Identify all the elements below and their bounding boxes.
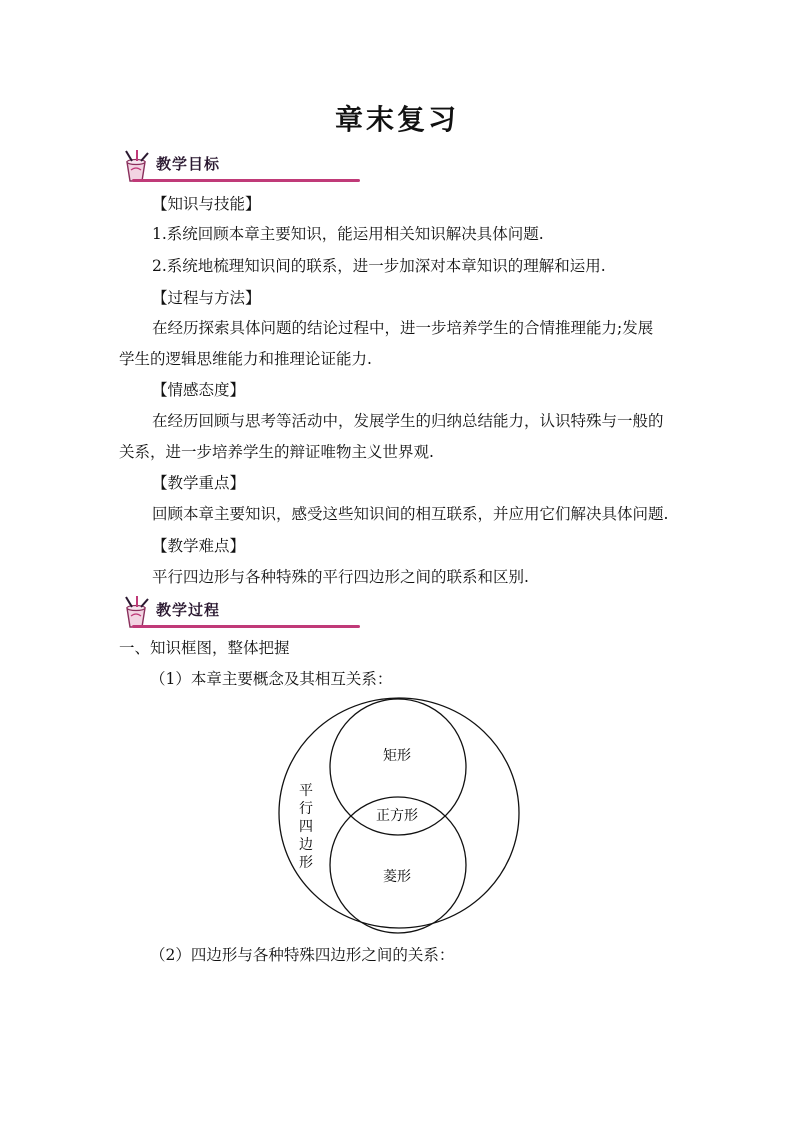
page-title: 章末复习: [334, 103, 459, 136]
square-label: 正方形: [376, 808, 418, 824]
parallelogram-char-3: 四: [299, 819, 313, 835]
attitude-heading: 【情感态度】: [152, 381, 246, 399]
rectangle-label: 矩形: [383, 748, 411, 764]
parallelogram-char-1: 平: [299, 783, 313, 799]
process-text-line-1: 在经历探索具体问题的结论过程中，进一步培养学生的合情推理能力;发展: [152, 319, 654, 337]
difficulty-heading: 【教学难点】: [152, 537, 246, 555]
knowledge-heading: 【知识与技能】: [152, 195, 261, 213]
section-label-process: 教学过程: [156, 601, 221, 619]
process-item-2: （2）四边形与各种特殊四边形之间的关系：: [150, 946, 455, 964]
difficulty-text: 平行四边形与各种特殊的平行四边形之间的联系和区别.: [152, 568, 529, 586]
process-text-line-2: 学生的逻辑思维能力和推理论证能力.: [119, 350, 372, 368]
parallelogram-char-5: 形: [299, 855, 313, 871]
parallelogram-char-4: 边: [299, 837, 313, 853]
section-underline: [132, 625, 360, 628]
key-text: 回顾本章主要知识，感受这些知识间的相互联系，并应用它们解决具体问题.: [152, 505, 669, 523]
quadrilateral-venn-diagram: [270, 695, 528, 935]
key-heading: 【教学重点】: [152, 474, 246, 492]
process-heading: 【过程与方法】: [152, 289, 261, 307]
parallelogram-char-2: 行: [299, 801, 313, 817]
rhombus-label: 菱形: [383, 869, 411, 885]
attitude-text-line-1: 在经历回顾与思考等活动中，发展学生的归纳总结能力，认识特殊与一般的: [152, 412, 664, 430]
section-header-process: [118, 596, 248, 630]
knowledge-item-1: 1.系统回顾本章主要知识，能运用相关知识解决具体问题.: [152, 225, 544, 243]
section-label-objectives: 教学目标: [156, 155, 221, 173]
attitude-text-line-2: 关系，进一步培养学生的辩证唯物主义世界观.: [119, 443, 434, 461]
process-item-1: （1）本章主要概念及其相互关系：: [150, 670, 393, 688]
knowledge-item-2: 2.系统地梳理知识间的联系，进一步加深对本章知识的理解和运用.: [152, 257, 606, 275]
part1-heading: 一、知识框图，整体把握: [119, 639, 290, 657]
section-underline: [132, 179, 360, 182]
section-header-objectives: [118, 150, 248, 184]
